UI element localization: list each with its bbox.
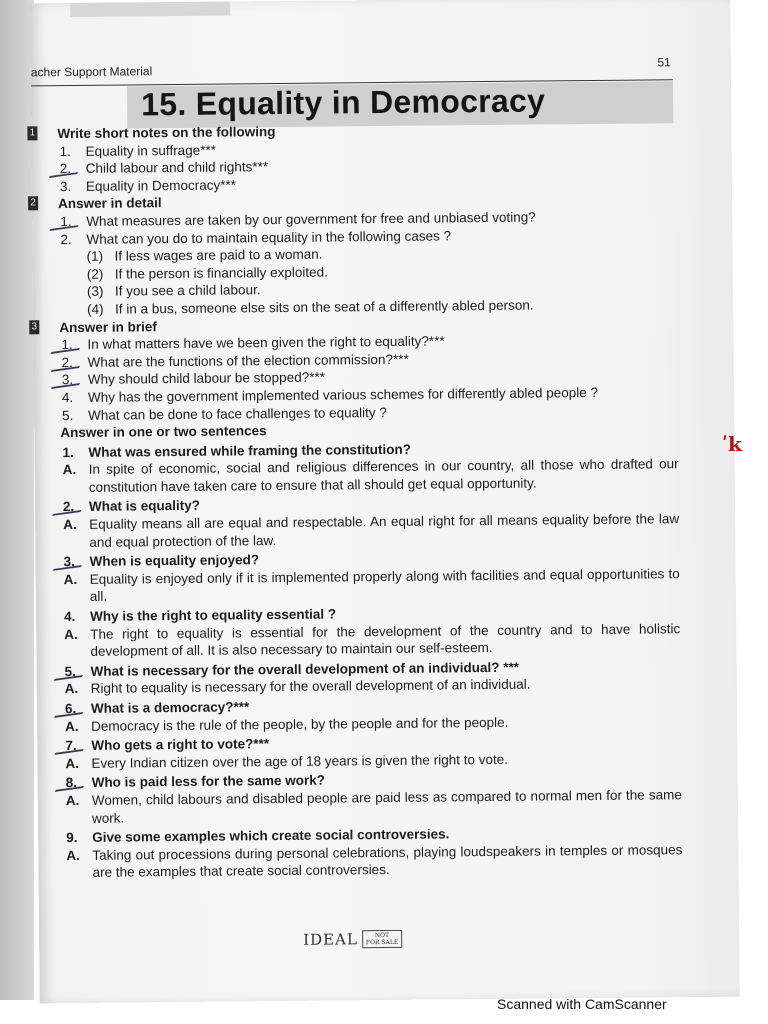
question-number: 3. xyxy=(59,178,72,194)
question-number: 5. xyxy=(64,663,76,679)
answer-text: Every Indian citizen over the age of 18 years is given the right to vote. xyxy=(91,751,509,771)
answer-line xyxy=(42,786,682,827)
answer-text: Equality means all are equal and respectable. An equal right for all means equality before the law and equal protection of the law. xyxy=(89,511,680,550)
question-text: Child labour and child rights*** xyxy=(85,159,269,177)
section-number-badge: 2 xyxy=(28,197,38,211)
question-text: What is necessary for the overall development of an individual? *** xyxy=(90,659,520,679)
chapter-title: 15. Equality in Democracy xyxy=(140,82,546,123)
question-number: 2. xyxy=(59,161,72,177)
question-number: 2. xyxy=(60,231,72,247)
exercise-section xyxy=(30,190,677,319)
answer-marker: A. xyxy=(66,847,80,863)
answer-line xyxy=(39,510,679,551)
answer-text: Women, child labours and disabled people are paid less as compared to normal men for the same work. xyxy=(91,787,682,826)
exercise-section xyxy=(29,119,676,196)
answer-marker: A. xyxy=(65,718,79,734)
scanner-watermark: Scanned with CamScanner xyxy=(497,996,667,1012)
question-number: 6. xyxy=(64,700,77,717)
sub-question-text: If in a bus, someone else sits on the seat of a differently abled person. xyxy=(115,297,534,317)
answer-text: The right to equality is essential for the development of the country and to have holistic development of all. It is also necessary to maintain our self-esteem. xyxy=(90,620,681,660)
question-text: What measures are taken by our government for free and unbiased voting? xyxy=(86,209,536,229)
question-text: Who gets a right to vote?*** xyxy=(91,736,270,754)
running-header-label: acher Support Material xyxy=(30,64,153,80)
publisher-logo: IDEAL xyxy=(303,930,358,949)
publisher-footer xyxy=(303,930,402,949)
question-number: 2. xyxy=(62,499,75,515)
not-for-sale-stamp xyxy=(362,930,402,948)
answer-line xyxy=(40,565,680,606)
answer-marker: A. xyxy=(62,462,77,478)
question-text: Why should child labour be stopped?*** xyxy=(87,369,326,388)
page-number: 51 xyxy=(657,55,671,70)
answer-text: Democracy is the rule of the people, by the people and for the people. xyxy=(91,714,509,734)
question-number: 4. xyxy=(63,609,76,625)
question-text: Equality in suffrage*** xyxy=(85,142,217,159)
stamp-line-2: FOR SALE xyxy=(365,938,399,947)
book-binding-shadow xyxy=(0,0,34,1000)
question-text: Why has the government implemented various schemes for differently abled people ? xyxy=(87,384,599,405)
question-text: Equality in Democracy*** xyxy=(85,177,237,194)
question-text: What is a democracy?*** xyxy=(90,699,250,716)
question-text: What can be done to face challenges to equality ? xyxy=(88,404,387,423)
answer-marker: A. xyxy=(65,792,80,809)
sub-question-number: (4) xyxy=(87,301,104,317)
answer-text: Equality is enjoyed only if it is implemented properly along with facilities and equal opportunities to all. xyxy=(89,566,680,605)
question-number: 2. xyxy=(61,354,73,370)
question-text: What can you do to maintain equality in the following cases ? xyxy=(86,227,452,247)
stamp-line-1: NOT xyxy=(374,931,390,940)
sub-question-number: (2) xyxy=(86,266,104,282)
question-number: 3. xyxy=(61,372,74,388)
sub-question-number: (3) xyxy=(86,284,104,300)
question-text: Why is the right to equality essential ? xyxy=(89,606,337,624)
question-number: 7. xyxy=(65,738,77,754)
section-title: Answer in one or two sentences xyxy=(60,423,267,441)
sub-question-number: (1) xyxy=(86,248,104,265)
question-text: Who is paid less for the same work? xyxy=(91,772,326,791)
section-number-badge: 1 xyxy=(27,126,37,140)
question-number: 9. xyxy=(66,830,78,846)
question-number: 1. xyxy=(62,444,74,460)
answer-marker: A. xyxy=(63,571,78,587)
exercise-section xyxy=(31,313,678,425)
question-text: What is equality? xyxy=(88,498,201,515)
question-number: 5. xyxy=(62,407,74,423)
answer-text: In spite of economic, social and religious differences in our country, all those who drafted our constitution have taken care to ensure that all should get equal opportunity. xyxy=(88,456,679,495)
section-title: Write short notes on the following xyxy=(57,124,276,142)
red-ink-margin-mark: ʹk xyxy=(722,432,742,456)
sub-question-text: If the person is financially exploited. xyxy=(114,264,328,282)
sub-question-text: If you see a child labour. xyxy=(114,282,261,299)
question-number: 4. xyxy=(61,389,74,405)
question-number: 8. xyxy=(65,775,77,791)
answer-marker: A. xyxy=(63,517,77,533)
question-text: What are the functions of the election commission?*** xyxy=(87,351,409,370)
question-text: In what matters have we been given the right to equality?*** xyxy=(87,333,445,352)
question-text: Give some examples which create social controversies. xyxy=(92,826,450,845)
qa-section xyxy=(38,418,682,882)
section-title: Answer in brief xyxy=(59,318,157,335)
question-number: 1. xyxy=(60,213,72,230)
answer-text: Taking out processions during personal celebrations, playing loudspeakers in temples or mosques are the examples that create social controversies. xyxy=(92,841,683,881)
page-top-edge xyxy=(70,1,230,17)
answer-line xyxy=(42,841,682,882)
answer-line xyxy=(40,620,680,661)
sub-question-text: If less wages are paid to a woman. xyxy=(114,246,323,264)
section-number-badge: 3 xyxy=(29,320,39,334)
section-title: Answer in detail xyxy=(58,195,162,212)
answer-marker: A. xyxy=(64,681,79,697)
question-text: What was ensured while framing the constitution? xyxy=(88,441,412,460)
answer-line xyxy=(39,455,679,496)
answer-text: Right to equality is necessary for the overall development of an individual. xyxy=(90,677,531,697)
question-text: When is equality enjoyed? xyxy=(89,552,260,570)
question-number: 1. xyxy=(61,337,73,353)
book-page xyxy=(30,0,740,1003)
question-number: 1. xyxy=(59,143,71,159)
answer-marker: A. xyxy=(65,755,80,771)
answer-marker: A. xyxy=(64,626,78,642)
question-number: 3. xyxy=(63,554,75,570)
exercise-content xyxy=(29,119,683,882)
